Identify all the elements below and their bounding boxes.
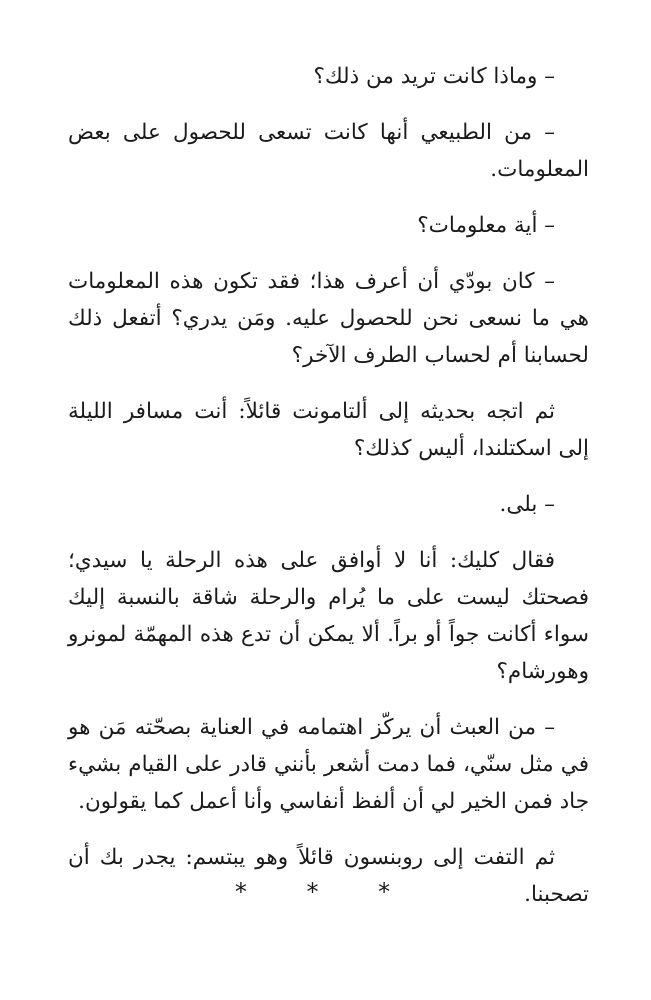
paragraph-9: ثم التفت إلى روبنسون قائلاً وهو يبتسم: يجدر بك أن تصحبنا.: [68, 845, 589, 907]
paragraph-6: – بلى.: [499, 492, 555, 517]
paragraph-2: – من الطبيعي أنها كانت تسعى للحصول على بعض المعلومات.: [68, 120, 589, 182]
paragraph-3: – أية معلومات؟: [417, 213, 555, 238]
paragraph-4: – كان بودّي أن أعرف هذا؛ فقد تكون هذه المعلومات هي ما نسعى نحن للحصول عليه. ومَن يدري؟ أتفعل ذلك لحسابنا أم لحساب الطرف الآخر؟: [68, 269, 589, 368]
page-body: [68, 58, 589, 932]
paragraph-8: – من العبث أن يركّز اهتمامه في العناية بصحّته مَن هو في مثل سنّي، فما دمت أشعر بأنني قادر على القيام بشيء جاد فمن الخير لي أن ألفظ أنفاسي وأنا أعمل كما يقولون.: [68, 715, 589, 814]
section-separator: * * *: [234, 878, 417, 906]
paragraph-1: – وماذا كانت تريد من ذلك؟: [313, 64, 555, 89]
paragraph-7: فقال كليك: أنا لا أوافق على هذه الرحلة يا سيدي؛ فصحتك ليست على ما يُرام والرحلة شاقة بالنسبة إليك سواء أكانت جواً أو براً. ألا يمكن أن تدع هذه المهمّة لمونرو وهورشام؟: [68, 548, 589, 684]
paragraph-5: ثم اتجه بحديثه إلى ألتامونت قائلاً: أنت مسافر الليلة إلى اسكتلندا، أليس كذلك؟: [68, 399, 589, 461]
